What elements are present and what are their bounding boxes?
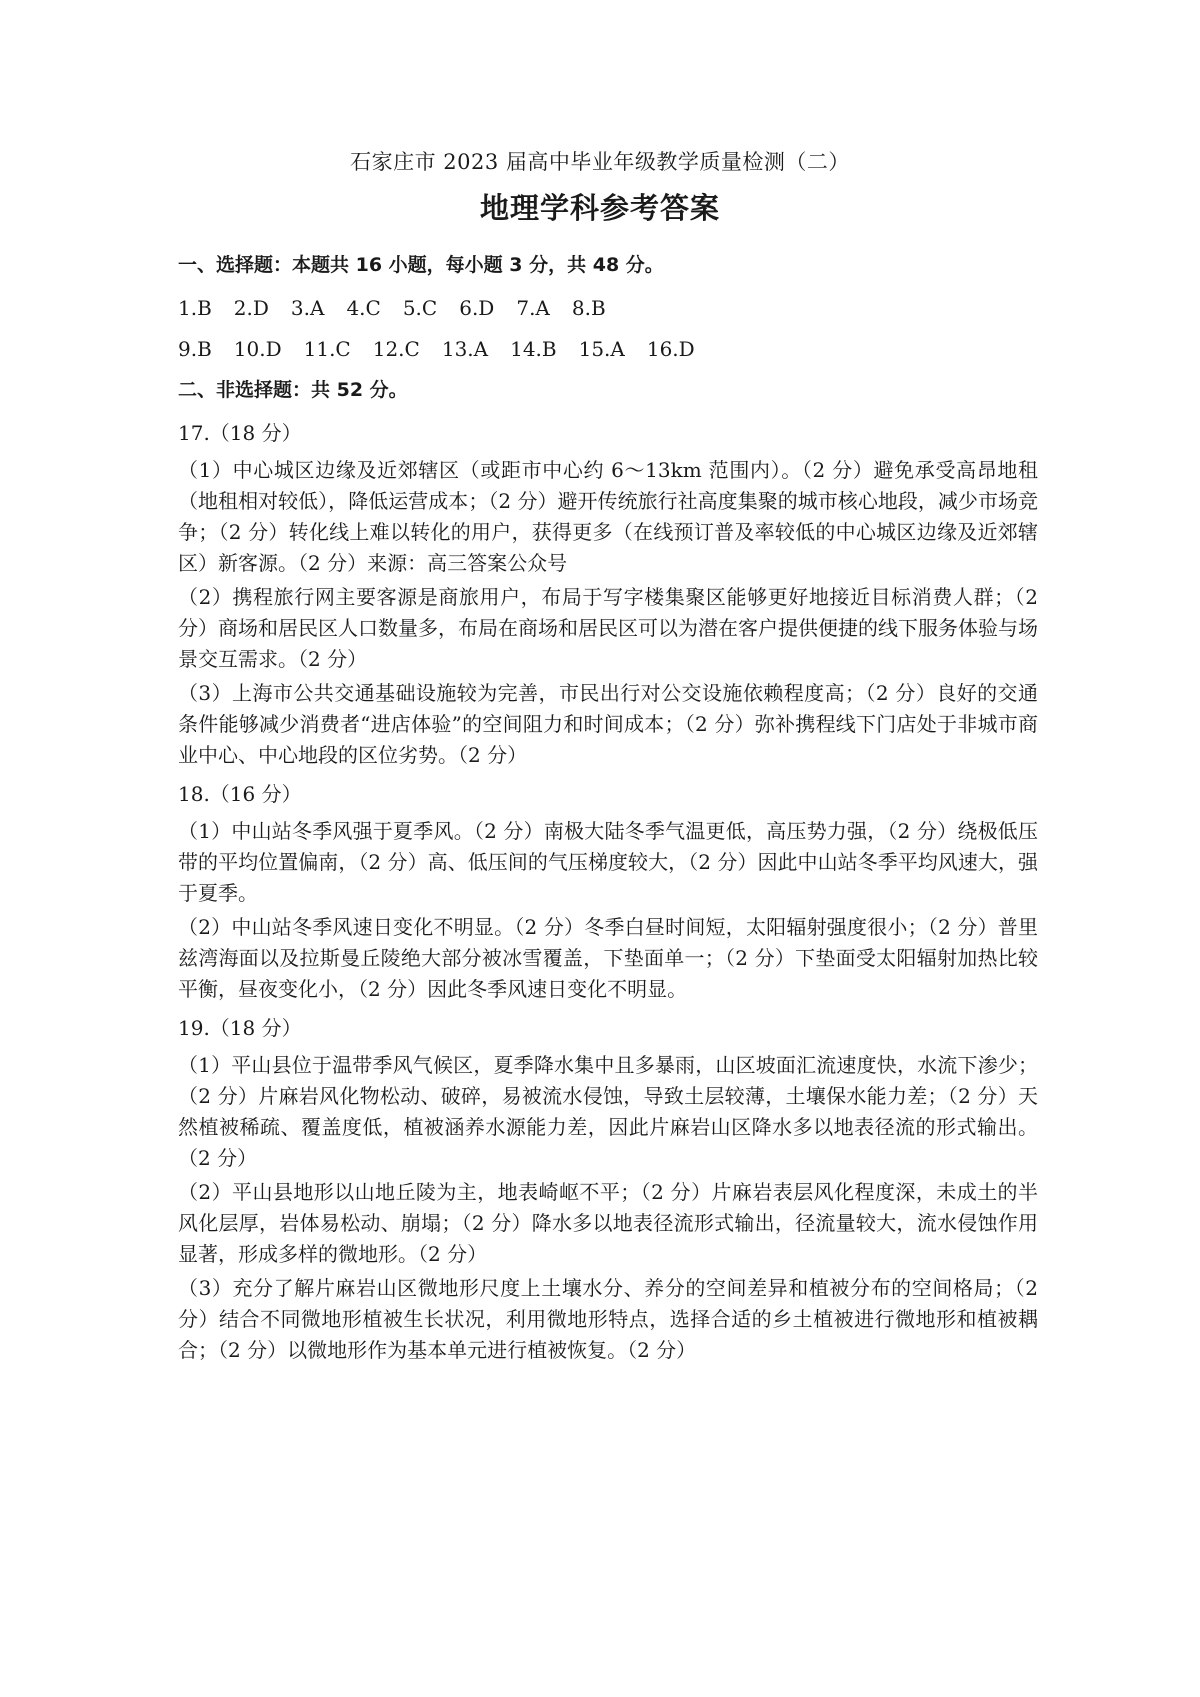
mc-answer: 4.C (346, 296, 381, 320)
section-1-heading: 一、选择题：本题共 16 小题，每小题 3 分，共 48 分。 (178, 254, 664, 276)
question-19-part-3: （3）充分了解片麻岩山区微地形尺度上土壤水分、养分的空间差异和植被分布的空间格局；（2 分）结合不同微地形植被生长状况，利用微地形特点，选择合适的乡土植被进行微地形和植被耦合；（2 分）以微地形作为基本单元进行植被恢复。（2 分） (178, 1276, 1038, 1362)
mc-answers-row-1 (178, 293, 1038, 324)
mc-answers-row-2 (178, 334, 1038, 365)
mc-answer: 10.D (233, 337, 282, 361)
mc-answer: 6.D (459, 296, 495, 320)
mc-answer: 15.A (578, 337, 625, 361)
mc-answer: 5.C (402, 296, 438, 320)
mc-answer: 11.C (303, 337, 351, 361)
mc-answer: 1.B (178, 296, 212, 320)
question-17-part-2: （2）携程旅行网主要客源是商旅用户，布局于写字楼集聚区能够更好地接近目标消费人群；（2 分）商场和居民区人口数量多，布局在商场和居民区可以为潜在客户提供便捷的线下服务体验与场景交互需求。（2 分） (178, 585, 1038, 671)
mc-answer: 16.D (646, 337, 695, 361)
mc-answer: 8.B (571, 296, 606, 320)
question-18-number: 18.（16 分） (178, 782, 302, 806)
question-17-number: 17.（18 分） (178, 421, 302, 445)
mc-answer: 2.D (233, 296, 269, 320)
mc-answer: 13.A (441, 337, 489, 361)
subject-title: 地理学科参考答案 (479, 191, 720, 225)
exam-title: 石家庄市 2023 届高中毕业年级教学质量检测（二） (350, 150, 850, 174)
section-2-heading: 二、非选择题：共 52 分。 (178, 379, 408, 401)
question-18-part-2: （2）中山站冬季风速日变化不明显。（2 分）冬季白昼时间短，太阳辐射强度很小；（2 分）普里兹湾海面以及拉斯曼丘陵绝大部分被冰雪覆盖，下垫面单一；（2 分）下垫面受太阳辐射加热比较平衡，昼夜变化小，（2 分）因此冬季风速日变化不明显。 (178, 915, 1038, 1001)
mc-answer: 14.B (510, 337, 557, 361)
question-19-part-1: （1）平山县位于温带季风气候区，夏季降水集中且多暴雨，山区坡面汇流速度快，水流下渗少；（2 分）片麻岩风化物松动、破碎，易被流水侵蚀，导致土层较薄，土壤保水能力差；（2 分）天然植被稀疏、覆盖度低，植被涵养水源能力差，因此片麻岩山区降水多以地表径流的形式输出。（2 分） (178, 1053, 1038, 1170)
mc-answer: 3.A (290, 296, 325, 320)
question-18-part-1: （1）中山站冬季风强于夏季风。（2 分）南极大陆冬季气温更低，高压势力强，（2 分）绕极低压带的平均位置偏南，（2 分）高、低压间的气压梯度较大，（2 分）因此中山站冬季平均风速大，强于夏季。 (178, 819, 1038, 905)
mc-answer: 7.A (516, 296, 550, 320)
question-19-part-2: （2）平山县地形以山地丘陵为主，地表崎岖不平；（2 分）片麻岩表层风化程度深，未成土的半风化层厚，岩体易松动、崩塌；（2 分）降水多以地表径流形式输出，径流量较大，流水侵蚀作用显著，形成多样的微地形。（2 分） (178, 1180, 1038, 1266)
mc-answer: 12.C (372, 337, 420, 361)
question-17-part-3: （3）上海市公共交通基础设施较为完善，市民出行对公交设施依赖程度高；（2 分）良好的交通条件能够减少消费者“进店体验”的空间阻力和时间成本；（2 分）弥补携程线下门店处于非城市商业中心、中心地段的区位劣势。（2 分） (178, 681, 1038, 767)
question-17-part-1: （1）中心城区边缘及近郊辖区（或距市中心约 6～13km 范围内）。（2 分）避免承受高昂地租（地租相对较低），降低运营成本；（2 分）避开传统旅行社高度集聚的城市核心地段，减少市场竞争；（2 分）转化线上难以转化的用户，获得更多（在线预订普及率较低的中心城区边缘及近郊辖区）新客源。（2 分）来源：高三答案公众号 (178, 458, 1038, 575)
answer-content (178, 250, 1038, 1369)
question-19-number: 19.（18 分） (178, 1016, 302, 1040)
mc-answer: 9.B (178, 337, 212, 361)
